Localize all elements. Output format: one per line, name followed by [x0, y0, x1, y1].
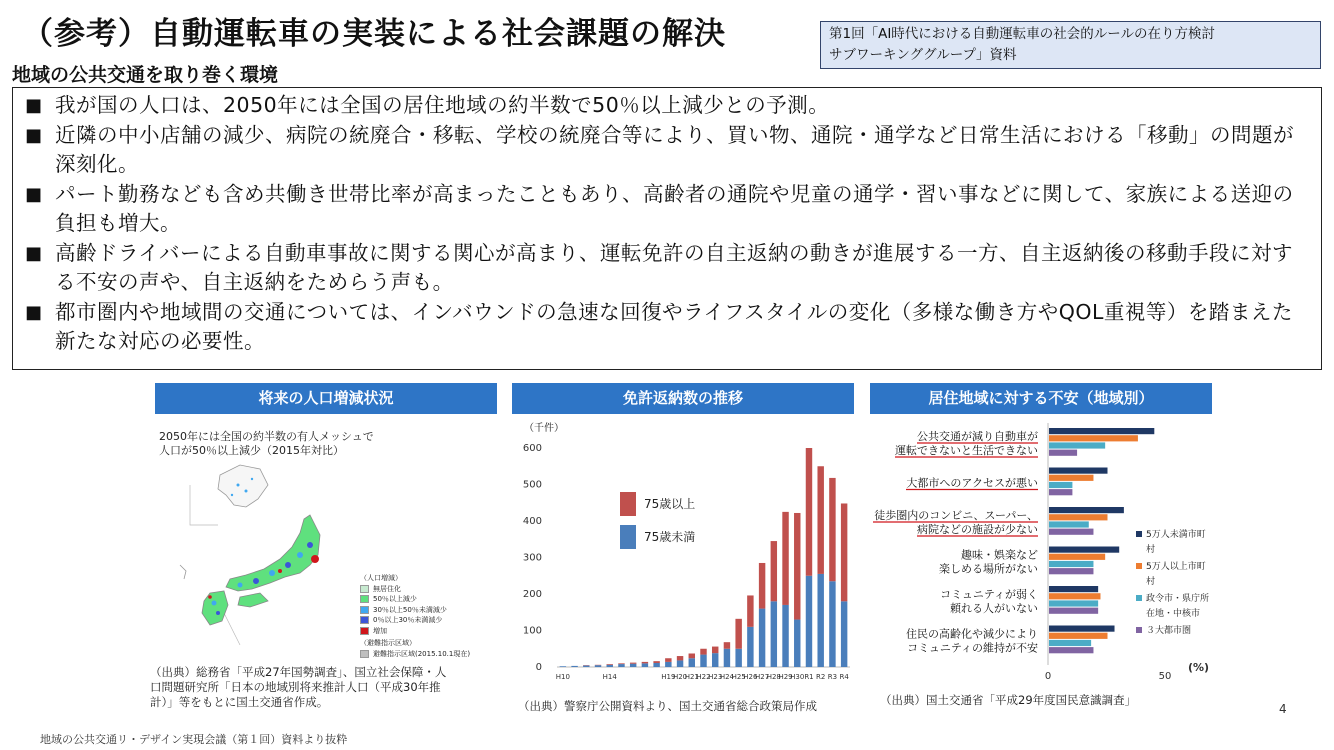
map-region-kyushu — [202, 591, 228, 625]
x-tick-label: 0 — [1044, 671, 1052, 682]
footer-note: 地域の公共交通リ・デザイン実現会議（第１回）資料より抜粋 — [40, 733, 348, 746]
bullet-list — [12, 87, 1322, 370]
bar-under-75 — [653, 663, 659, 667]
square-bullet-icon: ■ — [25, 301, 43, 323]
x-tick-label: 50 — [1158, 671, 1172, 682]
x-tick-label: R4 — [839, 673, 849, 681]
legend-label: 30％以上50％未満減少 — [373, 605, 447, 614]
bar — [1049, 586, 1098, 592]
reference-line-1: 第1回「AI時代における自動運転車の社会的ルールの在り方検討 — [829, 26, 1216, 42]
bar-over-75 — [665, 658, 671, 662]
anxiety-source: （出典）国土交通省「平成29年度国民意識調査」 — [880, 693, 1137, 707]
bar-under-75 — [700, 655, 706, 667]
bar-over-75 — [735, 619, 741, 649]
bullet-item — [25, 91, 1311, 121]
x-tick-label: H19 — [661, 673, 676, 681]
bullet-text: パート勤務なども含め共働き世帯比率が高まったこともあり、高齢者の通院や児童の通学・習い事などに関して、家族による送迎の負担も増大。 — [55, 181, 1294, 235]
map-region-okinawa — [180, 565, 186, 579]
bar-over-75 — [771, 541, 777, 601]
bullet-item — [25, 239, 1311, 298]
map-legend-item — [360, 594, 470, 605]
source-line: 口問題研究所「日本の地域別将来推計人口（平成30年推 — [150, 680, 441, 694]
bar-under-75 — [677, 660, 683, 667]
bar-over-75 — [607, 664, 613, 665]
bar — [1049, 468, 1108, 474]
bar-over-75 — [782, 512, 788, 605]
page-title: （参考）自動運転車の実装による社会課題の解決 — [22, 16, 726, 52]
bar-under-75 — [747, 627, 753, 667]
bar-under-75 — [583, 666, 589, 667]
legend-swatch — [360, 616, 369, 624]
legend-label: 50％以上減少 — [373, 595, 417, 603]
legend-swatch — [360, 595, 369, 603]
bar — [1049, 489, 1072, 495]
legend-label: 0％以上30％未満減少 — [373, 616, 443, 624]
map-legend-item — [360, 626, 470, 637]
source-line: 計）」等をもとに国土交通省作成。 — [150, 695, 329, 709]
category-label: 公共交通が減り自動車が — [917, 430, 1038, 443]
bar-under-75 — [689, 658, 695, 667]
japan-population-map — [160, 455, 360, 655]
category-label: 趣味・娯楽など — [961, 548, 1038, 562]
bar-under-75 — [771, 601, 777, 667]
bar-over-75 — [817, 466, 823, 574]
map-legend-item — [360, 649, 470, 660]
legend-label: 避難指示区域(2015.10.1現在) — [373, 649, 471, 658]
population-note — [159, 430, 419, 458]
bar-over-75 — [794, 513, 800, 620]
bullet-text: 我が国の人口は、2050年には全国の居住地域の約半数で50％以上減少との予測。 — [55, 93, 830, 117]
x-tick-label: R3 — [827, 673, 838, 681]
section-subtitle: 地域の公共交通を取り巻く環境 — [12, 64, 279, 86]
bar-over-75 — [677, 656, 683, 660]
bar — [1049, 554, 1105, 560]
legend-swatch — [1136, 531, 1142, 537]
anxiety-panel-heading: 居住地域に対する不安（地域別） — [870, 383, 1212, 414]
bar — [1049, 514, 1108, 520]
x-tick-label: H30 — [790, 673, 805, 681]
bar-over-75 — [630, 663, 636, 664]
bar-under-75 — [724, 649, 730, 667]
population-source — [150, 665, 495, 710]
category-label: 徒歩圏内のコンビニ、スーパー、 — [874, 509, 1038, 522]
category-label: 病院などの施設が少ない — [917, 523, 1038, 536]
bar — [1049, 568, 1093, 574]
legend-label: 在地・中核市 — [1146, 609, 1201, 619]
bar — [1049, 593, 1100, 599]
legend-label: 増加 — [373, 626, 387, 635]
bar — [1049, 640, 1091, 646]
bar — [1049, 521, 1089, 527]
anxiety-chart — [870, 415, 1222, 690]
map-inset-line — [190, 485, 218, 525]
bar-under-75 — [665, 662, 671, 667]
legend-swatch — [360, 627, 369, 635]
map-region-hokkaido — [218, 465, 268, 507]
map-region-shikoku — [238, 593, 268, 607]
bar-under-75 — [571, 666, 577, 667]
legend-label: 5万人未満市町 — [1146, 530, 1206, 540]
bullet-item — [25, 298, 1311, 357]
legend-label: ３大都市圏 — [1146, 626, 1192, 636]
bar-over-75 — [700, 649, 706, 655]
x-tick-label: H28 — [766, 673, 781, 681]
bar-under-75 — [642, 663, 648, 667]
legend-label: 政令市・県庁所 — [1146, 594, 1210, 604]
bar — [1049, 435, 1138, 441]
bar — [1049, 428, 1154, 434]
bar — [1049, 450, 1077, 456]
x-tick-label: H26 — [743, 673, 758, 681]
category-label: コミュニティが弱く — [940, 588, 1038, 601]
reference-line-2: サブワーキンググループ」資料 — [829, 47, 1017, 63]
population-panel-heading: 将来の人口増減状況 — [155, 383, 497, 414]
bar — [1049, 626, 1115, 632]
bullet-item — [25, 180, 1311, 239]
bar — [1049, 507, 1124, 513]
x-tick-label: H25 — [731, 673, 746, 681]
bar-under-75 — [607, 665, 613, 667]
bar-over-75 — [642, 662, 648, 663]
legend-label: 村 — [1146, 545, 1156, 555]
legend-swatch — [620, 492, 636, 516]
x-tick-label: H29 — [778, 673, 793, 681]
bar-over-75 — [724, 642, 730, 649]
page-number: 4 — [1279, 702, 1287, 716]
bar-under-75 — [841, 601, 847, 667]
bar-under-75 — [794, 620, 800, 667]
bar-under-75 — [630, 664, 636, 667]
category-label: 大都市へのアクセスが悪い — [906, 476, 1038, 490]
y-tick-label: 600 — [522, 443, 542, 454]
bar-over-75 — [653, 661, 659, 663]
map-region-honshu — [226, 515, 320, 591]
y-tick-label: 200 — [522, 589, 542, 600]
category-label: 頼れる人がいない — [950, 602, 1038, 615]
license-panel-heading: 免許返納数の推移 — [512, 383, 854, 414]
bar-over-75 — [829, 478, 835, 581]
population-note-line: 人口が50％以上減少（2015年対比） — [159, 444, 344, 457]
x-tick-label: H22 — [696, 673, 711, 681]
bar-under-75 — [560, 666, 566, 667]
bar — [1049, 482, 1072, 488]
y-tick-label: 100 — [522, 625, 542, 637]
bullet-text: 高齢ドライバーによる自動車事故に関する関心が高まり、運転免許の自主返納の動きが進展する一方、自主返納後の移動手段に対する不安の声や、自主返納をためらう声も。 — [55, 240, 1293, 294]
bar-under-75 — [829, 581, 835, 667]
x-tick-label: H14 — [602, 673, 617, 681]
bar-over-75 — [689, 653, 695, 658]
bullet-text: 都市圏内や地域間の交通については、インバウンドの急速な回復やライフスタイルの変化（多様な働き方やQOL重視等）を踏まえた新たな対応の必要性。 — [55, 299, 1293, 353]
y-tick-label: 300 — [522, 552, 542, 564]
x-tick-label: H20 — [672, 673, 688, 681]
legend-label: 村 — [1146, 577, 1156, 587]
x-tick-label: H24 — [719, 673, 735, 681]
bullet-item — [25, 121, 1311, 180]
legend-swatch — [620, 525, 636, 549]
map-legend-title: （人口増減） — [360, 574, 402, 582]
map-legend-title: （避難指示区域） — [360, 639, 416, 647]
bar-under-75 — [712, 653, 718, 667]
category-label: 住民の高齢化や減少により — [906, 627, 1038, 641]
bar-over-75 — [841, 503, 847, 601]
bar — [1049, 475, 1093, 481]
legend-swatch — [1136, 563, 1142, 569]
x-tick-label: H23 — [708, 673, 723, 681]
license-source: （出典）警察庁公開資料より、国土交通省総合政策局作成 — [518, 699, 817, 713]
reference-box — [820, 21, 1321, 69]
bar — [1049, 547, 1119, 553]
legend-label: 無居住化 — [373, 584, 401, 593]
x-tick-label: H27 — [755, 673, 770, 681]
bar — [1049, 442, 1105, 448]
bar-under-75 — [735, 649, 741, 667]
map-legend — [360, 573, 470, 659]
legend-swatch — [360, 650, 369, 658]
bar-under-75 — [618, 664, 624, 667]
legend-swatch — [1136, 595, 1142, 601]
legend-swatch — [1136, 627, 1142, 633]
legend-swatch — [360, 585, 369, 593]
bar-under-75 — [817, 574, 823, 667]
bar — [1049, 647, 1093, 653]
bar-under-75 — [759, 609, 765, 667]
legend-label: 5万人以上市町 — [1146, 562, 1206, 572]
map-legend-item — [360, 605, 470, 616]
bar-over-75 — [618, 663, 624, 664]
x-axis-unit: (%) — [1188, 661, 1210, 674]
population-note-line: 2050年には全国の約半数の有人メッシュで — [159, 430, 374, 443]
bar — [1049, 600, 1098, 606]
legend-label: 75歳以上 — [644, 497, 696, 511]
square-bullet-icon: ■ — [25, 95, 43, 116]
bullet-text: 近隣の中小店舗の減少、病院の統廃合・移転、学校の統廃合等により、買い物、通院・通学など日常生活における「移動」の問題が深刻化。 — [55, 122, 1294, 176]
bar — [1049, 529, 1093, 535]
bar — [1049, 608, 1098, 614]
category-label: 楽しめる場所がない — [939, 562, 1038, 576]
square-bullet-icon: ■ — [25, 183, 43, 205]
bar-over-75 — [712, 647, 718, 654]
square-bullet-icon: ■ — [25, 242, 43, 264]
bar-over-75 — [747, 595, 753, 626]
x-tick-label: H10 — [555, 673, 570, 681]
license-return-chart — [512, 415, 857, 685]
bar-under-75 — [595, 665, 601, 667]
y-tick-label: 500 — [522, 479, 542, 491]
bar-over-75 — [759, 563, 765, 609]
y-tick-label: 400 — [522, 516, 542, 527]
x-tick-label: R1 — [804, 673, 814, 681]
source-line: （出典）総務省「平成27年国勢調査」、国立社会保障・人 — [150, 665, 447, 679]
legend-swatch — [360, 606, 369, 614]
category-label: コミュニティの維持が不安 — [907, 641, 1038, 655]
x-tick-label: R2 — [816, 673, 826, 681]
bar-under-75 — [806, 576, 812, 667]
bar — [1049, 633, 1108, 639]
category-label: 運転できないと生活できない — [895, 444, 1038, 457]
bar-under-75 — [782, 605, 788, 667]
bar — [1049, 561, 1093, 567]
y-axis-unit: （千件） — [524, 423, 564, 434]
map-legend-item — [360, 615, 470, 626]
y-tick-label: 0 — [535, 662, 542, 673]
legend-label: 75歳未満 — [644, 530, 696, 544]
map-legend-item — [360, 584, 470, 595]
bar-over-75 — [806, 448, 812, 576]
x-tick-label: H21 — [684, 673, 699, 681]
square-bullet-icon: ■ — [25, 124, 43, 146]
